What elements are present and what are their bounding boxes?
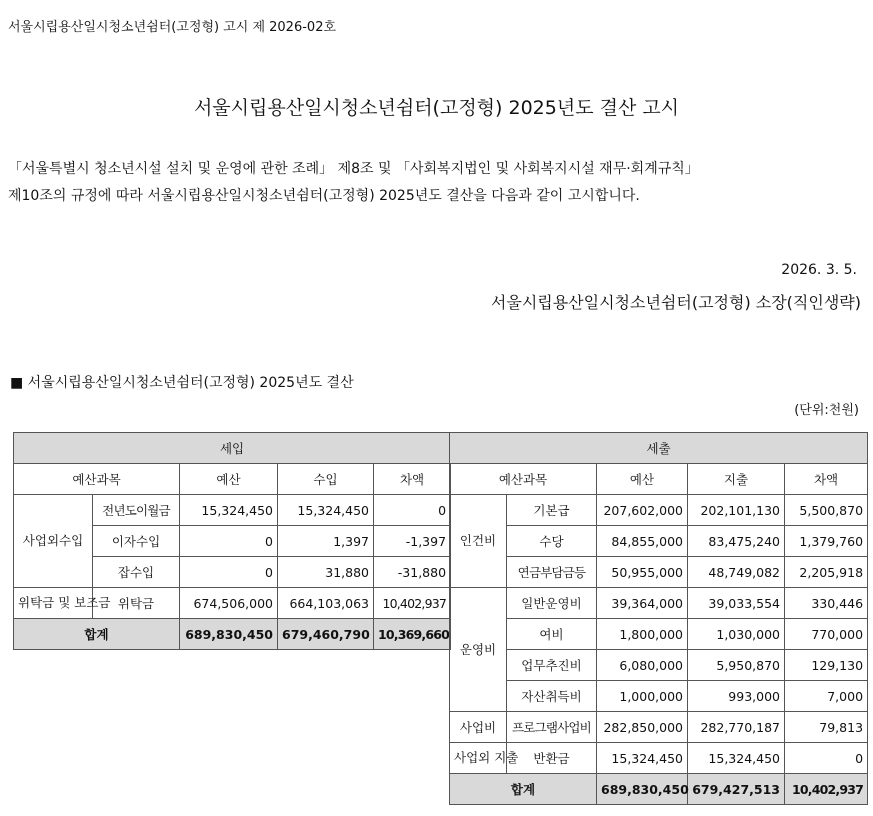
actual-cell: 993,000 xyxy=(688,681,785,712)
body-line-1: 「서울특별시 청소년시설 설치 및 운영에 관한 조례」 제8조 및 「사회복지법인 및 사회복지시설 재무·회계규칙」 xyxy=(8,161,699,177)
diff-cell: 7,000 xyxy=(785,681,868,712)
budget-cell: 84,855,000 xyxy=(597,526,688,557)
unit-label: (단위:천원) xyxy=(794,403,859,418)
total-label: 합계 xyxy=(14,619,180,650)
actual-cell: 1,397 xyxy=(278,526,374,557)
item-cell: 여비 xyxy=(507,619,597,650)
section-heading: ■ 서울시립용산일시청소년쉼터(고정형) 2025년도 결산 xyxy=(10,375,354,391)
diff-cell: 10,402,937 xyxy=(374,588,451,619)
expense-header-subject: 예산과목 xyxy=(450,464,597,495)
actual-cell: 5,950,870 xyxy=(688,650,785,681)
total-row xyxy=(14,619,451,650)
table-row xyxy=(450,681,868,712)
expense-title: 세출 xyxy=(450,433,868,464)
document-title: 서울시립용산일시청소년쉼터(고정형) 2025년도 결산 고시 xyxy=(193,97,680,119)
budget-cell: 6,080,000 xyxy=(597,650,688,681)
diff-cell: 0 xyxy=(785,743,868,774)
diff-cell: 330,446 xyxy=(785,588,868,619)
total-diff: 10,369,660 xyxy=(374,619,451,650)
income-title: 세입 xyxy=(14,433,451,464)
actual-cell: 664,103,063 xyxy=(278,588,374,619)
signatory: 서울시립용산일시청소년쉼터(고정형) 소장(직인생략) xyxy=(490,293,861,312)
total-budget: 689,830,450 xyxy=(180,619,278,650)
budget-cell: 50,955,000 xyxy=(597,557,688,588)
total-budget: 689,830,450 xyxy=(597,774,688,805)
diff-cell: 129,130 xyxy=(785,650,868,681)
budget-cell: 282,850,000 xyxy=(597,712,688,743)
expense-header-diff: 차액 xyxy=(785,464,868,495)
total-label: 합계 xyxy=(450,774,597,805)
actual-cell: 15,324,450 xyxy=(278,495,374,526)
table-row xyxy=(450,743,868,774)
budget-cell: 39,364,000 xyxy=(597,588,688,619)
actual-cell: 83,475,240 xyxy=(688,526,785,557)
budget-cell: 1,800,000 xyxy=(597,619,688,650)
item-cell: 기본급 xyxy=(507,495,597,526)
diff-cell: 0 xyxy=(374,495,451,526)
item-cell: 자산취득비 xyxy=(507,681,597,712)
total-actual: 679,427,513 xyxy=(688,774,785,805)
table-row xyxy=(14,495,451,526)
diff-cell: 79,813 xyxy=(785,712,868,743)
income-header-budget: 예산 xyxy=(180,464,278,495)
category-cell: 위탁금 및 보조금 xyxy=(14,588,93,619)
diff-cell: 5,500,870 xyxy=(785,495,868,526)
table-row xyxy=(14,588,451,619)
budget-cell: 1,000,000 xyxy=(597,681,688,712)
item-cell: 이자수입 xyxy=(93,526,180,557)
income-header-subject: 예산과목 xyxy=(14,464,180,495)
expense-header-actual: 지출 xyxy=(688,464,785,495)
total-diff: 10,402,937 xyxy=(785,774,868,805)
actual-cell: 1,030,000 xyxy=(688,619,785,650)
diff-cell: -31,880 xyxy=(374,557,451,588)
income-header-actual: 수입 xyxy=(278,464,374,495)
table-row xyxy=(450,588,868,619)
diff-cell: 2,205,918 xyxy=(785,557,868,588)
expense-header-budget: 예산 xyxy=(597,464,688,495)
actual-cell: 202,101,130 xyxy=(688,495,785,526)
item-cell: 잡수입 xyxy=(93,557,180,588)
notice-number: 서울시립용산일시청소년쉼터(고정형) 고시 제 2026-02호 xyxy=(8,20,337,35)
table-row xyxy=(450,526,868,557)
total-actual: 679,460,790 xyxy=(278,619,374,650)
table-row xyxy=(450,557,868,588)
actual-cell: 48,749,082 xyxy=(688,557,785,588)
item-cell: 전년도이월금 xyxy=(93,495,180,526)
item-cell: 위탁금 xyxy=(93,588,180,619)
actual-cell: 31,880 xyxy=(278,557,374,588)
item-cell: 일반운영비 xyxy=(507,588,597,619)
table-row xyxy=(450,712,868,743)
diff-cell: 1,379,760 xyxy=(785,526,868,557)
category-cell: 운영비 xyxy=(450,588,507,712)
budget-cell: 15,324,450 xyxy=(180,495,278,526)
budget-cell: 674,506,000 xyxy=(180,588,278,619)
table-row xyxy=(450,495,868,526)
actual-cell: 39,033,554 xyxy=(688,588,785,619)
notice-date: 2026. 3. 5. xyxy=(781,262,857,278)
budget-cell: 0 xyxy=(180,557,278,588)
category-cell: 인건비 xyxy=(450,495,507,588)
category-cell: 사업외수입 xyxy=(14,495,93,588)
budget-cell: 207,602,000 xyxy=(597,495,688,526)
item-cell: 반환금 xyxy=(507,743,597,774)
table-row xyxy=(450,650,868,681)
income-table xyxy=(13,432,451,650)
income-header-diff: 차액 xyxy=(374,464,451,495)
actual-cell: 15,324,450 xyxy=(688,743,785,774)
body-text xyxy=(8,156,699,210)
item-cell: 연금부담금등 xyxy=(507,557,597,588)
item-cell: 프로그램사업비 xyxy=(507,712,597,743)
item-cell: 수당 xyxy=(507,526,597,557)
expense-table xyxy=(449,432,868,805)
body-line-2: 제10조의 규정에 따라 서울시립용산일시청소년쉼터(고정형) 2025년도 결산을 다음과 같이 고시합니다. xyxy=(8,188,640,204)
category-cell: 사업비 xyxy=(450,712,507,743)
item-cell: 업무추진비 xyxy=(507,650,597,681)
table-row xyxy=(450,619,868,650)
category-cell: 사업외 지출 xyxy=(450,743,507,774)
budget-cell: 15,324,450 xyxy=(597,743,688,774)
total-row xyxy=(450,774,868,805)
diff-cell: 770,000 xyxy=(785,619,868,650)
actual-cell: 282,770,187 xyxy=(688,712,785,743)
budget-cell: 0 xyxy=(180,526,278,557)
diff-cell: -1,397 xyxy=(374,526,451,557)
